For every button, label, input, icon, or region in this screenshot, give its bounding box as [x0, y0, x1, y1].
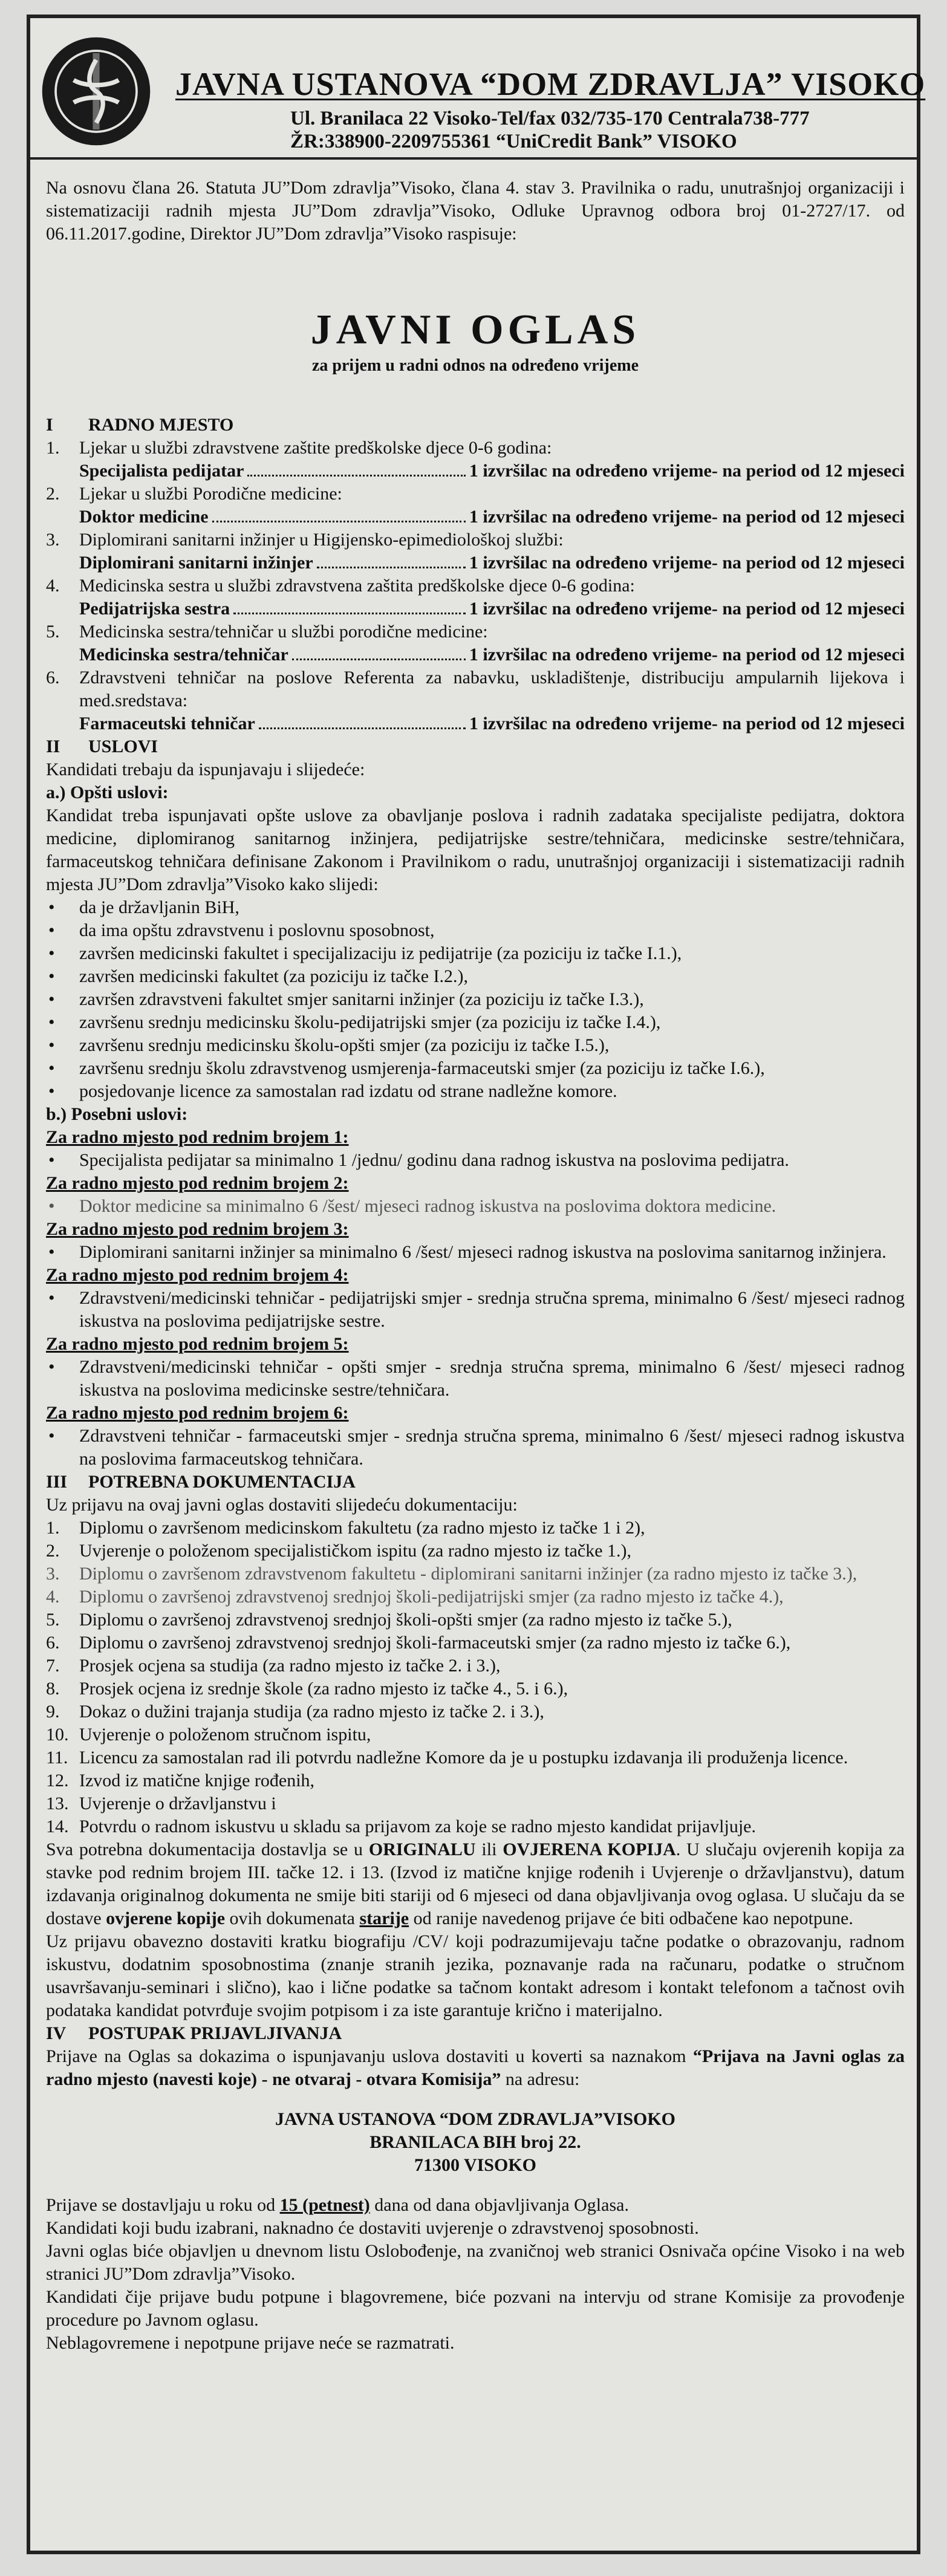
interview-note: Kandidati čije prijave budu potpune i blagovremene, biće pozvani na intervju od strane Komisije za provođenje procedure po Javnom oglasu. — [46, 2287, 905, 2330]
rejection-note: Neblagovremene i nepotpune prijave neće se razmatrati. — [46, 2333, 455, 2353]
section-heading-documentation: III POTREBNA DOKUMENTACIJA — [46, 1472, 356, 1492]
position-subheading: Za radno mjesto pod rednim brojem 5: — [46, 1334, 349, 1354]
list-item: • završen medicinski fakultet (za poziciju iz tačke I.2.), — [48, 966, 469, 986]
list-item: 5. Diplomu o završenoj zdravstvenoj srednjoj školi-opšti smjer (za radno mjesto iz tačke 5.), — [46, 1610, 732, 1630]
list-item: • Diplomirani sanitarni inžinjer sa minimalno 6 /šest/ mjeseci radnog iskustva na poslovima sanitarnog inžinjera. — [48, 1242, 887, 1262]
general-conditions-list — [46, 896, 905, 1103]
special-conditions-heading: b.) Posebni uslovi: — [46, 1104, 188, 1124]
application-intro: Prijave na Oglas sa dokazima o ispunjavanju uslova dostaviti u koverti sa naznakom “Prijava na Javni oglas za radno mjesto (navesti koje) - ne otvaraj - otvara Komisija” na adresu: — [46, 2046, 905, 2089]
list-item: • Zdravstveni/medicinski tehničar - opšti smjer - srednja stručna sprema, minimalno 6 /šest/ mjeseci radnog iskustva na poslovima medicinske sestre/tehničara. — [48, 1357, 905, 1400]
general-conditions-text: Kandidat treba ispunjavati opšte uslove za obavljanje poslova i radnih zadataka specijaliste pedijatra, doktora medicine, diplomiranog sanitarnog inžinjera, pedijatrijske sestre/tehničara, medicinske sestre/tehničara, farmaceutskog tehničara definisane Zakonom i Pravilnikom o radu, unutrašnjoj organizaciji i sistematizaciji radnih mjesta JU”Dom zdravlja”Visoko kako slijedi: — [46, 805, 905, 894]
position-item: 4. Medicinska sestra u službi zdravstvena zaštita predškolske djece 0-6 godina: Pedijatrijska sestra 1 izvršilac na određeno vrijeme- na period od 12 mjeseci — [46, 576, 905, 619]
deadline-note: Prijave se dostavljaju u roku od 15 (petnest) dana od dana objavljivanja Oglasa. — [46, 2195, 629, 2215]
preamble: Na osnovu člana 26. Statuta JU”Dom zdravlja”Visoko, člana 4. stav 3. Pravilnika o radu, unutrašnjoj organizaciji i sistematizaciji radnih mjesta JU”Dom zdravlja”Visoko, Odluke Upravnog odbora broj 01-2727/17. od 06.11.2017.godine, Direktor JU”Dom zdravlja”Visoko raspisuje: — [46, 178, 905, 244]
position-subheading: Za radno mjesto pod rednim brojem 4: — [46, 1265, 349, 1285]
list-item: 12. Izvod iz matične knjige rođenih, — [46, 1771, 315, 1791]
positions-list — [46, 437, 905, 735]
special-conditions-list — [46, 1126, 905, 1471]
conditions-intro: Kandidati trebaju da ispunjavaju i slijedeće: — [46, 759, 365, 779]
position-item: 6. Zdravstveni tehničar na poslove Referenta za nabavku, uskladištenje, distribuciju ampularnih lijekova i med.sredstava: Farmaceutski tehničar 1 izvršilac na određeno vrijeme- na period od 12 mjeseci — [46, 668, 905, 733]
list-item: 11. Licencu za samostalan rad ili potvrdu nadležne Komore da je u postupku izdavanja ili produženja licence. — [46, 1748, 848, 1768]
list-item: • da ima opštu zdravstvenu i poslovnu sposobnost, — [48, 920, 435, 940]
notice-title: JAVNI OGLAS — [310, 307, 640, 353]
list-item: 7. Prosjek ocjena sa studija (za radno mjesto iz tačke 2. i 3.), — [46, 1656, 501, 1676]
list-item: 2. Uvjerenje o položenom specijalističkom ispitu (za radno mjesto iz tačke 1.), — [46, 1541, 632, 1561]
list-item: 3. Diplomu o završenom zdravstvenom fakultetu - diplomirani sanitarni inžinjer (za radno mjesto iz tačke 3.), — [46, 1564, 858, 1584]
documentation-note: Sva potrebna dokumentacija dostavlja se u ORIGINALU ili OVJERENA KOPIJA. U slučaju ovjerenih kopija za stavke pod rednim brojem III. tačke 12. i 13. (Izvod iz matične knjige rođenih i Uvjerenje o državljanstvu), datum izdavanja originalnog dokumenta ne smije biti stariji od 6 mjeseci od dana objavljivanja ovog oglasa. U slučaju da se dostave ovjerene kopije ovih dokumenata starije od ranije navedenog prijave će biti odbačene kao nepotpune. — [46, 1839, 905, 1928]
list-item: • Zdravstveni/medicinski tehničar - pedijatrijski smjer - srednja stručna sprema, minimalno 6 /šest/ mjeseci radnog iskustva na poslovima pedijatrijske sestre. — [48, 1288, 905, 1331]
position-subheading: Za radno mjesto pod rednim brojem 3: — [46, 1219, 349, 1239]
list-item: 1. Diplomu o završenom medicinskom fakultetu (za radno mjesto iz tačke 1 i 2), — [46, 1518, 645, 1538]
position-subheading: Za radno mjesto pod rednim brojem 6: — [46, 1403, 349, 1423]
list-item: • završenu srednju školu zdravstvenog usmjerenja-farmaceutski smjer (za poziciju iz tačke I.6.), — [48, 1058, 765, 1078]
list-item: 14. Potvrdu o radnom iskustvu u skladu sa prijavom za koje se radno mjesto kandidat prijavljuje. — [46, 1817, 756, 1836]
general-conditions-heading: a.) Opšti uslovi: — [46, 782, 169, 802]
notice-body — [46, 177, 905, 2355]
documentation-list — [46, 1517, 905, 1838]
list-item: • završenu srednju medicinsku školu-pedijatrijski smjer (za poziciju iz tačke I.4.), — [48, 1012, 661, 1032]
document-page — [27, 15, 926, 2554]
section-heading-positions: I RADNO MJESTO — [46, 415, 234, 435]
institution-name: JAVNA USTANOVA “DOM ZDRAVLJA” VISOKO — [175, 66, 926, 102]
publication-note: Javni oglas biće objavljen u dnevnom listu Oslobođenje, na zvaničnoj web stranici Osnivača općine Visoko i na web stranici JU”Dom zdravlja”Visoko. — [46, 2241, 905, 2284]
list-item: • Zdravstveni tehničar - farmaceutski smjer - srednja stručna sprema, minimalno 6 /šest/ mjeseci radnog iskustva na poslovima farmaceutskog tehničara. — [48, 1426, 905, 1469]
documentation-intro: Uz prijavu na ovaj javni oglas dostaviti slijedeću dokumentaciju: — [46, 1495, 518, 1515]
list-item: • Doktor medicine sa minimalno 6 /šest/ mjeseci radnog iskustva na poslovima doktora medicine. — [48, 1196, 776, 1216]
position-item: 2. Ljekar u službi Porodične medicine: Doktor medicine 1 izvršilac na određeno vrijeme- na period od 12 mjeseci — [46, 484, 905, 527]
address-line: Ul. Branilaca 22 Visoko-Tel/fax 032/735-170 Centrala738-777 — [290, 108, 810, 129]
list-item: 13. Uvjerenje o državljanstvu i — [46, 1794, 276, 1813]
list-item: • posjedovanje licence za samostalan rad izdatu od strane nadležne komore. — [48, 1081, 617, 1101]
list-item: 4. Diplomu o završenoj zdravstvenoj srednjoj školi-pedijatrijski smjer (za radno mjesto iz tačke 4.), — [46, 1587, 784, 1607]
letterhead — [30, 18, 926, 160]
list-item: • završen medicinski fakultet i specijalizaciju iz pedijatrije (za poziciju iz tačke I.1.), — [48, 943, 682, 963]
mailing-address: JAVNA USTANOVA “DOM ZDRAVLJA”VISOKO BRANILACA BIH broj 22. 71300 VISOKO — [275, 2109, 676, 2175]
emblem-icon — [40, 35, 152, 148]
list-item: • da je državljanin BiH, — [48, 897, 239, 917]
section-heading-application: IV POSTUPAK PRIJAVLJIVANJA — [46, 2023, 342, 2043]
health-certificate-note: Kandidati koji budu izabrani, naknadno će dostaviti uvjerenje o zdravstvenoj sposobnosti. — [46, 2218, 699, 2238]
list-item: • završen zdravstveni fakultet smjer sanitarni inžinjer (za poziciju iz tačke I.3.), — [48, 989, 644, 1009]
position-item: 5. Medicinska sestra/tehničar u službi porodične medicine: Medicinska sestra/tehničar 1 izvršilac na određeno vrijeme- na period od 12 mjeseci — [46, 622, 905, 665]
cv-note: Uz prijavu obavezno dostaviti kratku biografiju /CV/ koji podrazumijevaju tačne podatke o obrazovanju, radnom iskustvu, dodatnim sposobnostima (znanje stranih jezika, poznavanje rada na računaru, podatke o stručnom usavršavanju-seminari i slično), kao i lične podatke sa tačnom kontakt adresom i kontakt telefonom a tačnost ovih podataka kandidat potvrđuje svojim potpisom i za iste garantuje krično i materijalno. — [46, 1931, 905, 2020]
account-line: ŽR:338900-2209755361 “UniCredit Bank” VISOKO — [290, 131, 737, 152]
list-item: • Specijalista pedijatar sa minimalno 1 /jednu/ godinu dana radnog iskustva na poslovima pedijatra. — [48, 1150, 789, 1170]
list-item: 9. Dokaz o dužini trajanja studija (za radno mjesto iz tačke 2. i 3.), — [46, 1702, 544, 1722]
notice-subtitle: za prijem u radni odnos na određeno vrijeme — [311, 356, 639, 375]
list-item: • završenu srednju medicinsku školu-opšti smjer (za poziciju iz tačke I.5.), — [48, 1035, 610, 1055]
position-item: 3. Diplomirani sanitarni inžinjer u Higijensko-epimediološkoj službi: Diplomirani sanitarni inžinjer 1 izvršilac na određeno vrijeme- na period od 12 mjeseci — [46, 530, 905, 573]
position-subheading: Za radno mjesto pod rednim brojem 2: — [46, 1173, 349, 1193]
position-subheading: Za radno mjesto pod rednim brojem 1: — [46, 1127, 349, 1147]
list-item: 10. Uvjerenje o položenom stručnom ispitu, — [46, 1725, 371, 1745]
section-heading-conditions: II USLOVI — [46, 737, 158, 756]
list-item: 8. Prosjek ocjena iz srednje škole (za radno mjesto iz tačke 4., 5. i 6.), — [46, 1679, 568, 1699]
position-item: 1. Ljekar u službi zdravstvene zaštite predškolske djece 0-6 godina: Specijalista pedijatar 1 izvršilac na određeno vrijeme- na period od 12 mjeseci — [46, 438, 905, 481]
list-item: 6. Diplomu o završenoj zdravstvenoj srednjoj školi-farmaceutski smjer (za radno mjesto iz tačke 6.), — [46, 1633, 791, 1653]
